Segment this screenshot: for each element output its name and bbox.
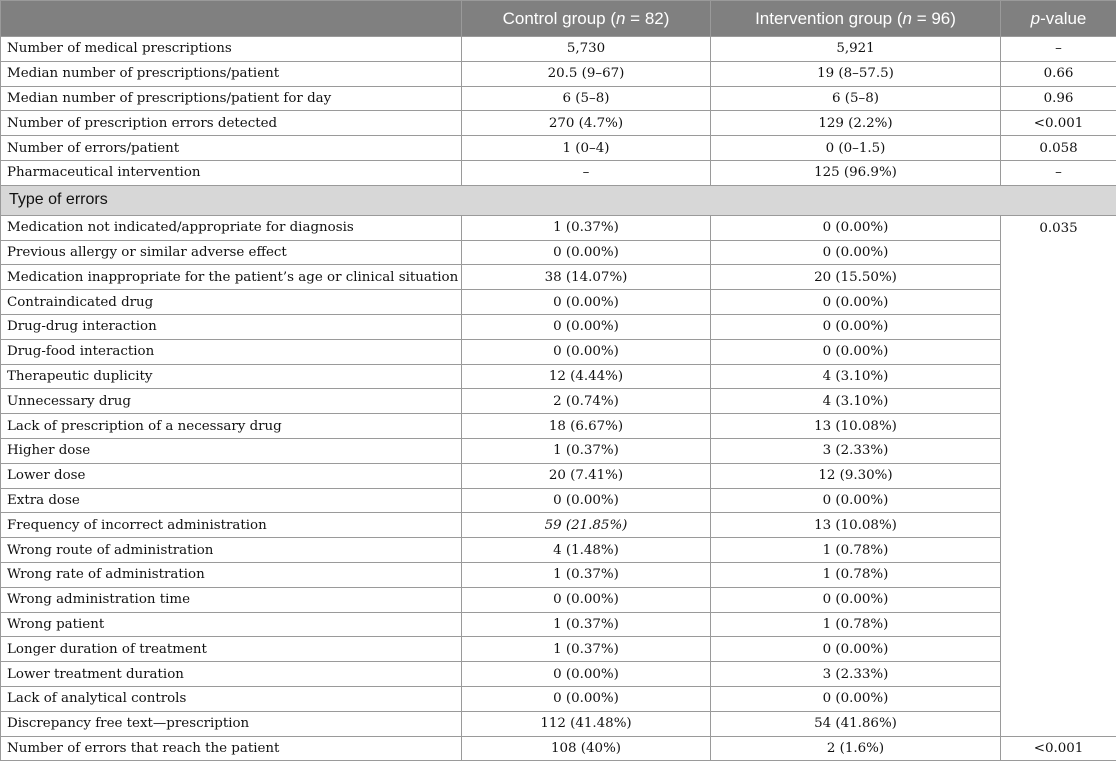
- row-label: Median number of prescriptions/patient: [1, 61, 462, 86]
- control-value: 20.5 (9–67): [462, 61, 711, 86]
- row-label: Frequency of incorrect administration: [1, 513, 462, 538]
- control-value: 0 (0.00%): [462, 339, 711, 364]
- row-label: Therapeutic duplicity: [1, 364, 462, 389]
- header-intervention-group: Intervention group (n = 96): [711, 1, 1001, 37]
- table-row: [1, 438, 1116, 463]
- control-value: 5,730: [462, 37, 711, 62]
- intervention-value: 54 (41.86%): [711, 711, 1001, 736]
- control-value: 6 (5–8): [462, 86, 711, 111]
- intervention-value: 125 (96.9%): [711, 160, 1001, 185]
- table-row: [1, 389, 1116, 414]
- row-label: Medication inappropriate for the patient’s age or clinical situation: [1, 265, 462, 290]
- control-value: 108 (40%): [462, 736, 711, 761]
- control-value: 18 (6.67%): [462, 414, 711, 439]
- table-row: [1, 314, 1116, 339]
- control-value: 20 (7.41%): [462, 463, 711, 488]
- control-value: 0 (0.00%): [462, 488, 711, 513]
- table-row: [1, 562, 1116, 587]
- row-label: Lower dose: [1, 463, 462, 488]
- intervention-value: 0 (0.00%): [711, 587, 1001, 612]
- intervention-value: 0 (0.00%): [711, 314, 1001, 339]
- row-label: Number of prescription errors detected: [1, 111, 462, 136]
- table-row: [1, 711, 1116, 736]
- table-row: [1, 136, 1116, 161]
- row-label: Drug-drug interaction: [1, 314, 462, 339]
- row-label: Longer duration of treatment: [1, 637, 462, 662]
- row-label: Wrong rate of administration: [1, 562, 462, 587]
- p-value: <0.001: [1001, 736, 1116, 761]
- table-row: [1, 587, 1116, 612]
- intervention-value: 0 (0.00%): [711, 686, 1001, 711]
- header-label-cell: [1, 1, 462, 37]
- control-value: 0 (0.00%): [462, 314, 711, 339]
- table-row: [1, 736, 1116, 761]
- row-label: Number of errors/patient: [1, 136, 462, 161]
- intervention-value: 0 (0.00%): [711, 240, 1001, 265]
- intervention-value: 1 (0.78%): [711, 562, 1001, 587]
- row-label: Lack of analytical controls: [1, 686, 462, 711]
- table-row: [1, 111, 1116, 136]
- control-value: –: [462, 160, 711, 185]
- row-label: Contraindicated drug: [1, 290, 462, 315]
- intervention-value: 19 (8–57.5): [711, 61, 1001, 86]
- intervention-value: 0 (0–1.5): [711, 136, 1001, 161]
- intervention-value: 0 (0.00%): [711, 488, 1001, 513]
- header-p-value: p-value: [1001, 1, 1116, 37]
- control-value: 1 (0.37%): [462, 215, 711, 240]
- control-value: 1 (0.37%): [462, 438, 711, 463]
- p-value: <0.001: [1001, 111, 1116, 136]
- intervention-value: 3 (2.33%): [711, 662, 1001, 687]
- control-value: 1 (0–4): [462, 136, 711, 161]
- row-label: Discrepancy free text—prescription: [1, 711, 462, 736]
- row-label: Lack of prescription of a necessary drug: [1, 414, 462, 439]
- table-row: [1, 612, 1116, 637]
- table-row: [1, 463, 1116, 488]
- control-value: 0 (0.00%): [462, 686, 711, 711]
- table-row: [1, 686, 1116, 711]
- row-label: Medication not indicated/appropriate for diagnosis: [1, 215, 462, 240]
- section-title: Type of errors: [1, 185, 1116, 215]
- row-label: Number of medical prescriptions: [1, 37, 462, 62]
- table-row: [1, 662, 1116, 687]
- row-label: Wrong administration time: [1, 587, 462, 612]
- intervention-value: 1 (0.78%): [711, 612, 1001, 637]
- row-label: Extra dose: [1, 488, 462, 513]
- intervention-value: 1 (0.78%): [711, 538, 1001, 563]
- intervention-value: 12 (9.30%): [711, 463, 1001, 488]
- row-label: Higher dose: [1, 438, 462, 463]
- control-value: 59 (21.85%): [462, 513, 711, 538]
- intervention-value: 0 (0.00%): [711, 290, 1001, 315]
- control-value: 112 (41.48%): [462, 711, 711, 736]
- p-value: 0.058: [1001, 136, 1116, 161]
- table-row: [1, 265, 1116, 290]
- control-value: 0 (0.00%): [462, 290, 711, 315]
- table-row: [1, 538, 1116, 563]
- table-row: [1, 160, 1116, 185]
- intervention-value: 13 (10.08%): [711, 513, 1001, 538]
- intervention-value: 5,921: [711, 37, 1001, 62]
- intervention-value: 3 (2.33%): [711, 438, 1001, 463]
- control-value: 4 (1.48%): [462, 538, 711, 563]
- row-label: Drug-food interaction: [1, 339, 462, 364]
- intervention-value: 20 (15.50%): [711, 265, 1001, 290]
- header-row: [1, 1, 1116, 37]
- intervention-value: 2 (1.6%): [711, 736, 1001, 761]
- table-row: [1, 61, 1116, 86]
- row-label: Unnecessary drug: [1, 389, 462, 414]
- p-value: 0.96: [1001, 86, 1116, 111]
- row-label: Median number of prescriptions/patient for day: [1, 86, 462, 111]
- control-value: 0 (0.00%): [462, 587, 711, 612]
- table-row: [1, 240, 1116, 265]
- intervention-value: 4 (3.10%): [711, 364, 1001, 389]
- table-row: [1, 37, 1116, 62]
- intervention-value: 129 (2.2%): [711, 111, 1001, 136]
- error-types-p-value: 0.035: [1001, 215, 1116, 736]
- table-row: [1, 513, 1116, 538]
- row-label: Previous allergy or similar adverse effect: [1, 240, 462, 265]
- table-row: [1, 290, 1116, 315]
- row-label: Lower treatment duration: [1, 662, 462, 687]
- control-value: 270 (4.7%): [462, 111, 711, 136]
- table-row: [1, 414, 1116, 439]
- intervention-value: 0 (0.00%): [711, 339, 1001, 364]
- row-label: Pharmaceutical intervention: [1, 160, 462, 185]
- intervention-value: 4 (3.10%): [711, 389, 1001, 414]
- p-value: –: [1001, 160, 1116, 185]
- table-row: [1, 86, 1116, 111]
- intervention-value: 0 (0.00%): [711, 215, 1001, 240]
- control-value: 1 (0.37%): [462, 612, 711, 637]
- control-value: 2 (0.74%): [462, 389, 711, 414]
- table-row: [1, 339, 1116, 364]
- row-label: Wrong patient: [1, 612, 462, 637]
- control-value: 1 (0.37%): [462, 637, 711, 662]
- table-row: [1, 637, 1116, 662]
- table-body: [1, 37, 1116, 761]
- intervention-value: 13 (10.08%): [711, 414, 1001, 439]
- control-value: 12 (4.44%): [462, 364, 711, 389]
- p-value: –: [1001, 37, 1116, 62]
- control-value: 38 (14.07%): [462, 265, 711, 290]
- p-value: 0.66: [1001, 61, 1116, 86]
- section-header-row: [1, 185, 1116, 215]
- control-value: 0 (0.00%): [462, 662, 711, 687]
- intervention-value: 0 (0.00%): [711, 637, 1001, 662]
- row-label: Number of errors that reach the patient: [1, 736, 462, 761]
- table-row: [1, 488, 1116, 513]
- table-row: [1, 364, 1116, 389]
- control-value: 0 (0.00%): [462, 240, 711, 265]
- control-value: 1 (0.37%): [462, 562, 711, 587]
- header-control-group: Control group (n = 82): [462, 1, 711, 37]
- table-row: [1, 215, 1116, 240]
- intervention-value: 6 (5–8): [711, 86, 1001, 111]
- row-label: Wrong route of administration: [1, 538, 462, 563]
